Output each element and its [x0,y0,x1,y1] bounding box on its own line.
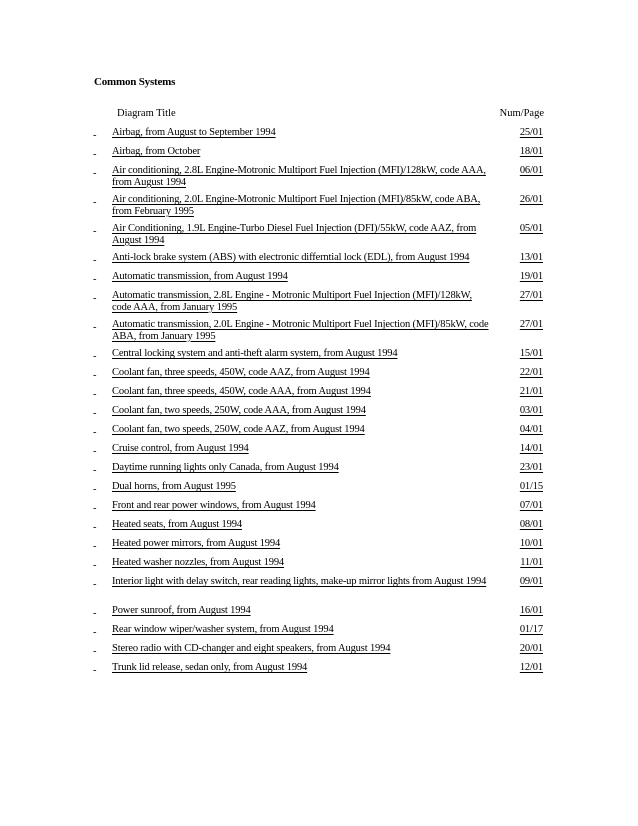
num-page-link[interactable]: 10/01 [519,538,543,549]
num-page-link[interactable]: 22/01 [519,367,543,378]
diagram-title-link[interactable]: Coolant fan, two speeds, 250W, code AAA, from August 1994 [112,405,366,416]
column-header-title: Diagram Title [117,108,176,119]
list-bullet: - [93,370,97,381]
num-page-link[interactable]: 21/01 [519,386,543,397]
diagram-title-link[interactable]: Air conditioning, 2.8L Engine-Motronic Multiport Fuel Injection (MFI)/128kW, code AAA, from August 1994 [112,165,486,188]
diagram-title-link[interactable]: Trunk lid release, sedan only, from August 1994 [112,662,308,673]
num-page-link[interactable]: 12/01 [519,662,543,673]
diagram-title-link[interactable]: Air conditioning, 2.0L Engine-Motronic Multiport Fuel Injection (MFI)/85kW, code ABA, from February 1995 [112,194,481,217]
list-bullet: - [93,665,97,676]
diagram-title-link[interactable]: Automatic transmission, 2.8L Engine - Motronic Multiport Fuel Injection (MFI)/128kW, code AAA, from January 1995 [112,290,472,313]
diagram-title-link[interactable]: Heated power mirrors, from August 1994 [112,538,281,549]
section-title: Common Systems [94,76,176,88]
num-page-link[interactable]: 01/15 [519,481,543,492]
list-bullet: - [93,522,97,533]
diagram-title-link[interactable]: Air Conditioning, 1.9L Engine-Turbo Diesel Fuel Injection (DFI)/55kW, code AAZ, from August 1994 [112,223,477,246]
num-page-link[interactable]: 04/01 [519,424,543,435]
list-bullet: - [93,503,97,514]
num-page-link[interactable]: 18/01 [519,146,543,157]
list-bullet: - [93,389,97,400]
diagram-title-link[interactable]: Cruise control, from August 1994 [112,443,249,454]
list-bullet: - [93,408,97,419]
num-page-link[interactable]: 11/01 [520,557,543,568]
diagram-title-link[interactable]: Anti-lock brake system (ABS) with electronic differntial lock (EDL), from August 1994 [112,252,470,263]
list-bullet: - [93,226,97,237]
num-page-link[interactable]: 27/01 [519,319,543,330]
num-page-link[interactable]: 25/01 [519,127,543,138]
num-page-link[interactable]: 26/01 [519,194,543,205]
num-page-link[interactable]: 01/17 [519,624,543,635]
list-bullet: - [93,427,97,438]
num-page-link[interactable]: 08/01 [519,519,543,530]
list-bullet: - [93,130,97,141]
num-page-link[interactable]: 03/01 [519,405,543,416]
list-bullet: - [93,293,97,304]
diagram-title-link[interactable]: Stereo radio with CD-changer and eight speakers, from August 1994 [112,643,391,654]
diagram-title-link[interactable]: Interior light with delay switch, rear reading lights, make-up mirror lights from August 1994 [112,576,487,587]
num-page-link[interactable]: 07/01 [519,500,543,511]
num-page-link[interactable]: 05/01 [519,223,543,234]
diagram-title-link[interactable]: Front and rear power windows, from August 1994 [112,500,316,511]
diagram-title-link[interactable]: Airbag, from August to September 1994 [112,127,276,138]
num-page-link[interactable]: 16/01 [519,605,543,616]
list-bullet: - [93,322,97,333]
num-page-link[interactable]: 14/01 [519,443,543,454]
list-bullet: - [93,484,97,495]
list-bullet: - [93,541,97,552]
diagram-title-link[interactable]: Power sunroof, from August 1994 [112,605,251,616]
diagram-title-link[interactable]: Daytime running lights only Canada, from August 1994 [112,462,339,473]
diagram-title-link[interactable]: Rear window wiper/washer system, from August 1994 [112,624,334,635]
diagram-title-link[interactable]: Coolant fan, two speeds, 250W, code AAZ, from August 1994 [112,424,365,435]
list-bullet: - [93,351,97,362]
list-bullet: - [93,255,97,266]
list-bullet: - [93,446,97,457]
list-bullet: - [93,197,97,208]
num-page-link[interactable]: 20/01 [519,643,543,654]
num-page-link[interactable]: 06/01 [519,165,543,176]
diagram-title-link[interactable]: Heated washer nozzles, from August 1994 [112,557,285,568]
diagram-title-link[interactable]: Heated seats, from August 1994 [112,519,242,530]
list-bullet: - [93,627,97,638]
list-bullet: - [93,465,97,476]
column-header-num-page: Num/Page [499,108,544,119]
list-bullet: - [93,149,97,160]
diagram-title-link[interactable]: Coolant fan, three speeds, 450W, code AAA, from August 1994 [112,386,371,397]
num-page-link[interactable]: 23/01 [519,462,543,473]
diagram-title-link[interactable]: Automatic transmission, 2.0L Engine - Motronic Multiport Fuel Injection (MFI)/85kW, code ABA, from January 1995 [112,319,489,342]
diagram-title-link[interactable]: Coolant fan, three speeds, 450W, code AAZ, from August 1994 [112,367,370,378]
list-bullet: - [93,560,97,571]
diagram-title-link[interactable]: Automatic transmission, from August 1994 [112,271,288,282]
num-page-link[interactable]: 15/01 [519,348,543,359]
list-bullet: - [93,646,97,657]
num-page-link[interactable]: 09/01 [519,576,543,587]
diagram-title-link[interactable]: Dual horns, from August 1995 [112,481,236,492]
num-page-link[interactable]: 27/01 [519,290,543,301]
diagram-title-link[interactable]: Central locking system and anti-theft alarm system, from August 1994 [112,348,398,359]
diagram-title-link[interactable]: Airbag, from October [112,146,201,157]
num-page-link[interactable]: 19/01 [519,271,543,282]
list-bullet: - [93,608,97,619]
list-bullet: - [93,274,97,285]
list-bullet: - [93,579,97,590]
num-page-link[interactable]: 13/01 [519,252,543,263]
list-bullet: - [93,168,97,179]
